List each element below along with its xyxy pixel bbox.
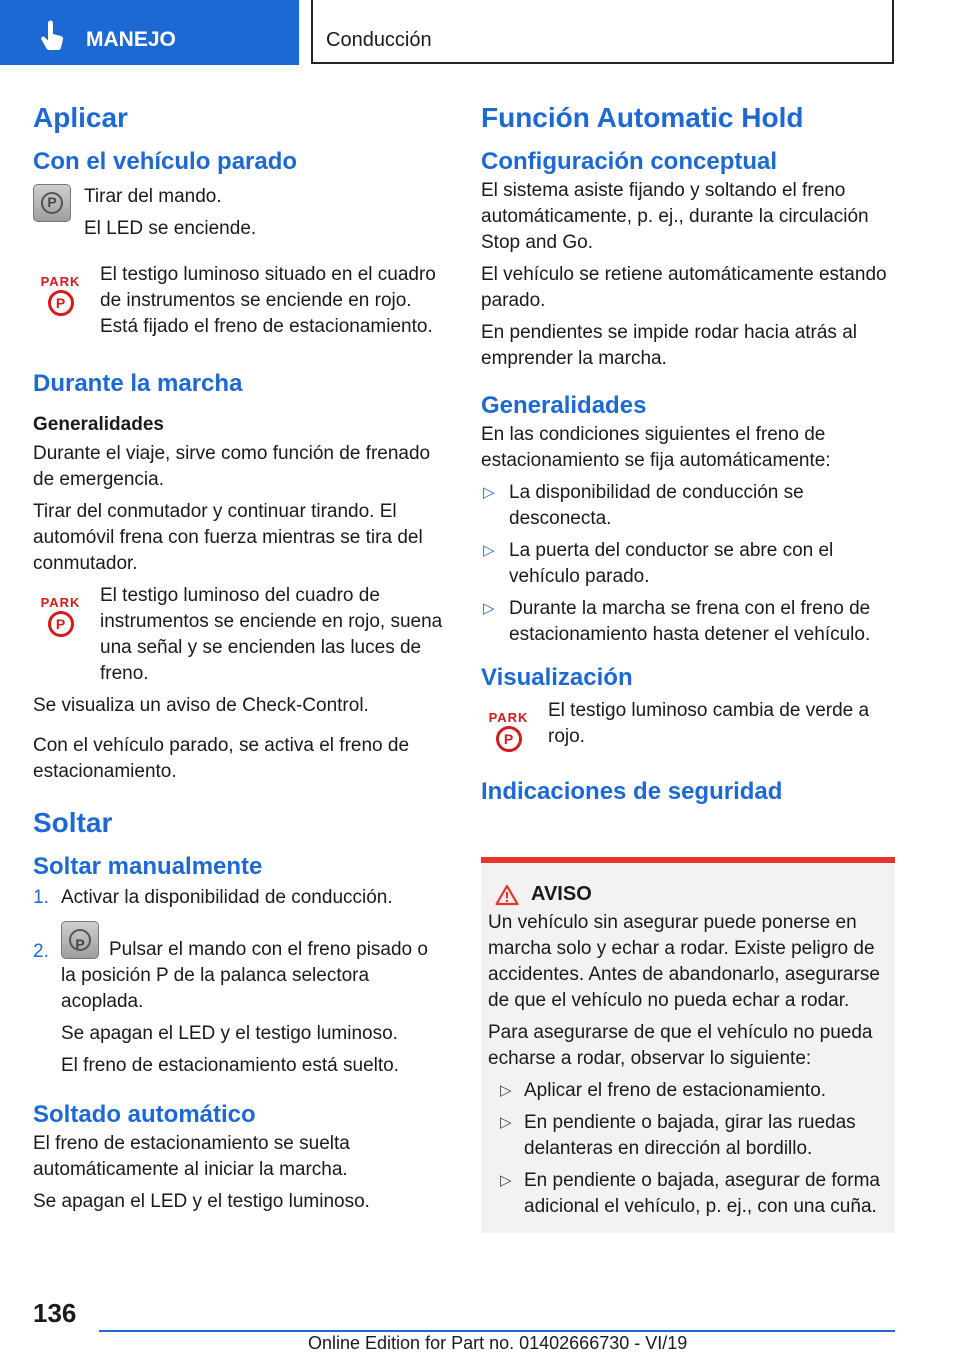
heading-soltar: Soltar bbox=[33, 807, 113, 838]
heading-soltar-manual: Soltar manualmente bbox=[33, 853, 263, 880]
step2-sub-1: Se apagan el LED y el testigo luminoso. bbox=[61, 1023, 398, 1044]
heading-generalidades-right: Generalidades bbox=[481, 392, 647, 419]
step2-sub-2: El freno de estacionamiento está suelto. bbox=[61, 1055, 399, 1076]
auto-para-1: El freno de estacionamiento se suelta automáticamente al iniciar la marcha. bbox=[33, 1133, 350, 1180]
page-number: 136 bbox=[33, 1298, 77, 1328]
heading-soltado-automatico: Soltado automático bbox=[33, 1101, 256, 1128]
config-para-2: El vehículo se retiene automáticamente estando parado. bbox=[481, 264, 887, 311]
park-indicator-row-2 bbox=[33, 583, 448, 693]
bullet-triangle-icon: ▷ bbox=[500, 1082, 512, 1099]
warning-list bbox=[488, 1078, 887, 1220]
heading-configuracion: Configuración conceptual bbox=[481, 148, 778, 175]
section-title: MANEJO bbox=[86, 28, 176, 51]
parado-line-1: Tirar del mando. bbox=[84, 186, 222, 207]
check-control-text: Se visualiza un aviso de Check-Control. bbox=[33, 695, 369, 716]
header-chapter-box bbox=[311, 0, 894, 64]
bullet-triangle-icon: ▷ bbox=[500, 1172, 512, 1189]
heading-aplicar: Aplicar bbox=[33, 102, 128, 133]
chapter-title: Conducción bbox=[326, 29, 432, 51]
heading-automatic-hold: Función Automatic Hold bbox=[481, 102, 804, 133]
park-text-1: El testigo luminoso situado en el cuadro de instrumentos se enciende en rojo. Está fijado el freno de estacionamiento. bbox=[100, 264, 436, 337]
auto-para-2: Se apagan el LED y el testigo luminoso. bbox=[33, 1191, 370, 1212]
warning-para-1: Un vehículo sin asegurar puede ponerse en marcha solo y echar a rodar. Existe peligro de accidentes. Antes de abandonarlo, asegurarse de que el vehículo no pueda echar a rodar. bbox=[488, 912, 880, 1011]
park-indicator-row-1 bbox=[33, 262, 448, 346]
park-warning-icon: PARK P bbox=[33, 274, 88, 316]
warning-para-2: Para asegurarse de que el vehículo no pueda echarse a rodar, observar lo siguiente: bbox=[488, 1022, 873, 1069]
heading-durante-marcha: Durante la marcha bbox=[33, 370, 243, 397]
marcha-para-2: Tirar del conmutador y continuar tirando. El automóvil frena con fuerza mientras se tira del conmutador. bbox=[33, 501, 423, 574]
bullet-triangle-icon: ▷ bbox=[483, 484, 495, 501]
gen-para: En las condiciones siguientes el freno de estacionamiento se fija automáticamente: bbox=[481, 424, 831, 471]
parado-line-2: El LED se enciende. bbox=[84, 218, 257, 239]
release-steps bbox=[33, 885, 448, 1015]
warning-box bbox=[481, 857, 895, 1233]
bullet-triangle-icon: ▷ bbox=[483, 600, 495, 617]
list-item: ▷ En pendiente o bajada, girar las ruedas delanteras en dirección al bordillo. bbox=[500, 1112, 856, 1159]
heading-seguridad: Indicaciones de seguridad bbox=[481, 778, 783, 805]
footer-edition: Online Edition for Part no. 01402666730 - VI/19 bbox=[308, 1333, 688, 1353]
park-warning-icon: PARK P bbox=[33, 595, 88, 637]
list-item: ▷ La disponibilidad de conducción se desconecta. bbox=[483, 482, 804, 529]
parado-activa-text: Con el vehículo parado, se activa el freno de estacionamiento. bbox=[33, 735, 410, 782]
park-text-2: El testigo luminoso del cuadro de instrumentos se enciende en rojo, suena una señal y se encienden las luces de freno. bbox=[100, 585, 443, 684]
hand-pointer-icon bbox=[38, 20, 70, 52]
conditions-list bbox=[481, 480, 895, 648]
parking-brake-button-icon: P bbox=[61, 921, 99, 959]
parado-row bbox=[33, 184, 448, 248]
left-column bbox=[33, 100, 448, 1221]
park-warning-icon: PARK P bbox=[481, 710, 536, 752]
right-column bbox=[481, 100, 895, 814]
list-item: 1. Activar la disponibilidad de conducción. bbox=[33, 887, 393, 908]
park-text-3: El testigo luminoso cambia de verde a rojo. bbox=[548, 700, 870, 747]
list-item: ▷ Durante la marcha se frena con el freno de estacionamiento hasta detener el vehículo. bbox=[483, 598, 871, 645]
heading-visualizacion: Visualización bbox=[481, 664, 633, 691]
park-indicator-row-3 bbox=[481, 698, 895, 756]
list-item: ▷ En pendiente o bajada, asegurar de forma adicional el vehículo, p. ej., con una cuña. bbox=[500, 1170, 880, 1217]
header-section-tab bbox=[0, 0, 299, 65]
bullet-triangle-icon: ▷ bbox=[483, 542, 495, 559]
bullet-triangle-icon: ▷ bbox=[500, 1114, 512, 1131]
marcha-para-1: Durante el viaje, sirve como función de frenado de emergencia. bbox=[33, 443, 431, 490]
footer-divider bbox=[99, 1330, 895, 1332]
config-para-1: El sistema asiste fijando y soltando el freno automáticamente, p. ej., durante la circulación Stop and Go. bbox=[481, 180, 869, 253]
parking-brake-button-icon: P bbox=[33, 184, 71, 222]
list-item: ▷ La puerta del conductor se abre con el vehículo parado. bbox=[483, 540, 834, 587]
list-item: ▷ Aplicar el freno de estacionamiento. bbox=[488, 1078, 887, 1104]
warning-triangle-icon bbox=[495, 884, 519, 906]
heading-vehiculo-parado: Con el vehículo parado bbox=[33, 148, 298, 175]
warning-title: AVISO bbox=[488, 883, 887, 906]
config-para-3: En pendientes se impide rodar hacia atrás al emprender la marcha. bbox=[481, 322, 858, 369]
list-item: 2. P Pulsar el mando con el freno pisado o la posición P de la palanca selectora acoplada. bbox=[33, 921, 448, 1015]
heading-generalidades-left: Generalidades bbox=[33, 414, 164, 435]
